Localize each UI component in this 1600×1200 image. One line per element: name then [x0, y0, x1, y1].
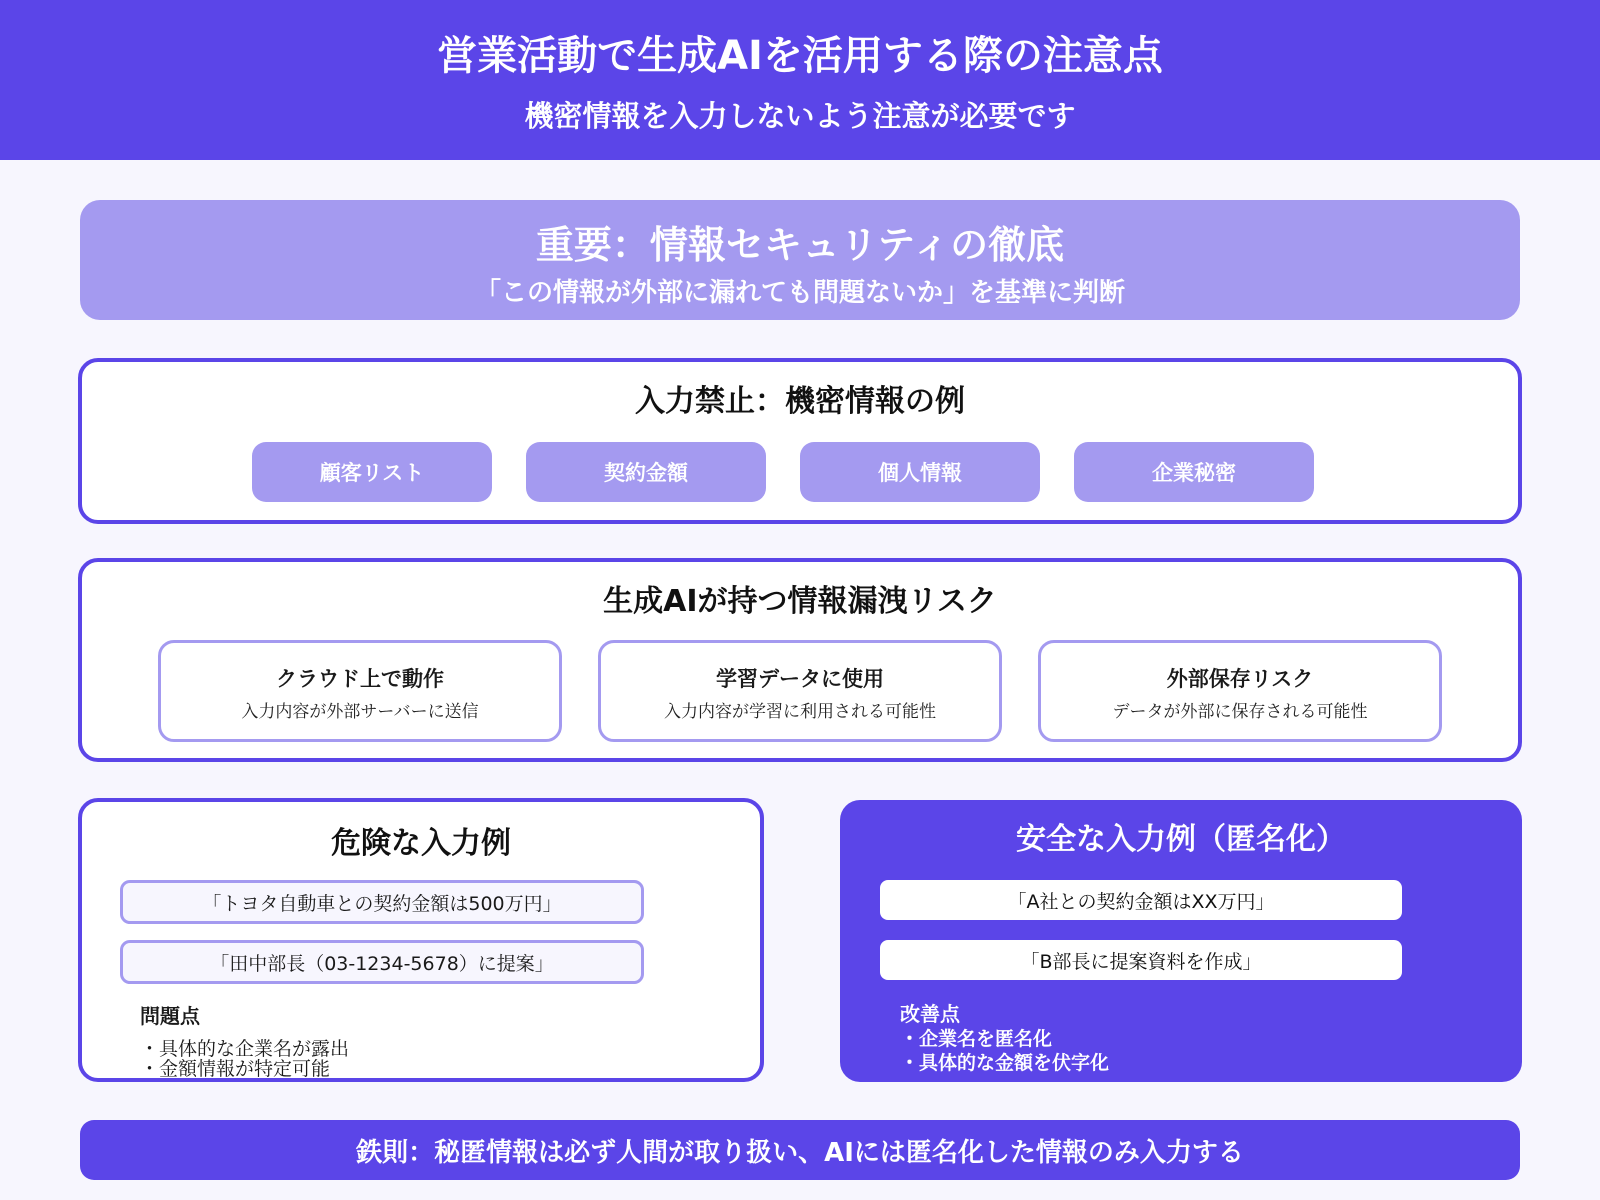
risk-card-desc: 入力内容が学習に利用される可能性	[664, 702, 936, 722]
risk-panel	[78, 558, 1522, 762]
risk-card-storage	[1038, 640, 1442, 742]
improvements-label: 改善点	[900, 1002, 960, 1026]
chip-personal-info: 個人情報	[800, 442, 1040, 502]
header-banner	[0, 0, 1600, 160]
risk-title: 生成AIが持つ情報漏洩リスク	[603, 584, 997, 619]
danger-example: 「トヨタ自動車との契約金額は500万円」	[120, 880, 644, 924]
problems-label: 問題点	[140, 1004, 200, 1028]
safe-example: 「B部長に提案資料を作成」	[880, 940, 1402, 980]
risk-card-title: クラウド上で動作	[276, 667, 444, 691]
footer-rule: 鉄則：秘匿情報は必ず人間が取り扱い、AIには匿名化した情報のみ入力する	[80, 1120, 1520, 1180]
forbidden-title: 入力禁止：機密情報の例	[635, 384, 965, 419]
danger-title: 危険な入力例	[331, 826, 511, 861]
page-subtitle: 機密情報を入力しないよう注意が必要です	[524, 99, 1076, 133]
improvement-item: ・企業名を匿名化	[900, 1028, 1053, 1050]
forbidden-panel	[78, 358, 1522, 524]
important-banner	[80, 200, 1520, 320]
safe-example: 「A社との契約金額はXX万円」	[880, 880, 1402, 920]
important-subtitle: 「この情報が外部に漏れても問題ないか」を基準に判断	[474, 278, 1125, 308]
risk-card-title: 外部保存リスク	[1166, 667, 1314, 691]
risk-card-desc: 入力内容が外部サーバーに送信	[241, 702, 479, 722]
risk-card-training	[598, 640, 1002, 742]
improvement-item: ・具体的な金額を伏字化	[900, 1052, 1110, 1074]
chip-contract-amount: 契約金額	[526, 442, 766, 502]
chip-customer-list: 顧客リスト	[252, 442, 492, 502]
important-title: 重要：情報セキュリティの徹底	[535, 223, 1065, 267]
risk-card-cloud	[158, 640, 562, 742]
danger-example: 「田中部長（03-1234-5678）に提案」	[120, 940, 644, 984]
safe-title: 安全な入力例（匿名化）	[1016, 822, 1346, 857]
risk-card-title: 学習データに使用	[716, 667, 884, 691]
safe-panel	[840, 800, 1522, 1082]
problem-item: ・具体的な企業名が露出	[140, 1038, 350, 1060]
danger-panel	[78, 798, 764, 1082]
risk-card-desc: データが外部に保存される可能性	[1112, 702, 1368, 722]
chip-trade-secret: 企業秘密	[1074, 442, 1314, 502]
page-title: 営業活動で生成AIを活用する際の注意点	[437, 33, 1163, 79]
problem-item: ・金額情報が特定可能	[140, 1058, 331, 1080]
